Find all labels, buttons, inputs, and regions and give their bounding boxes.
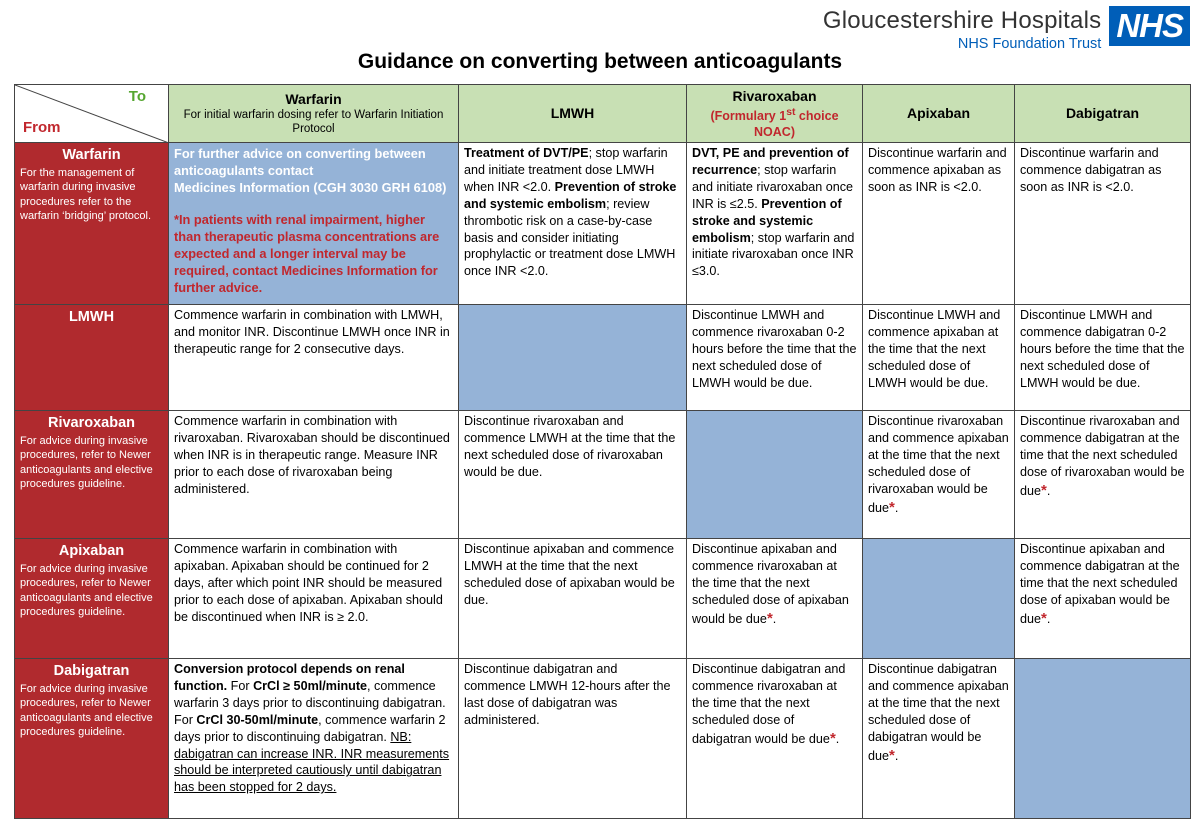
cell-apixaban-to-rivaroxaban: Discontinue apixaban and commence rivaroxaban at the time that the next scheduled dose of apixaban would be due*. [687,539,863,659]
row-apixaban [15,539,1191,659]
inr-caution-note: NB: dabigatran can increase INR. INR measurements should be interpreted cautiously until dabigatran has been stopped for 2 days. [174,729,450,795]
cell-dabigatran-to-lmwh: Discontinue dabigatran and commence LMWH 12-hours after the last dose of dabigatran was administered. [459,659,687,819]
row-header-warfarin: Warfarin For the management of warfarin during invasive procedures refer to the warfarin ‘bridging’ protocol. [15,143,169,305]
row-dabigatran [15,659,1191,819]
col-title: Apixaban [906,105,970,122]
cell-warfarin-to-dabigatran: Discontinue warfarin and commence dabigatran as soon as INR is <2.0. [1015,143,1191,305]
medicines-info-note: For further advice on converting between anticoagulants contact Medicines Information (CGH 3030 GRH 6108) *In patients with renal impairment, higher than therapeutic plasma concentrations are expected and a longer interval may be required, contact Medicines Information for further advice. [169,143,459,305]
cell-rivaroxaban-to-rivaroxaban-blank [687,411,863,539]
col-title: Dabigatran [1065,105,1140,122]
cell-lmwh-to-apixaban: Discontinue LMWH and commence apixaban at the time that the next scheduled dose of LMWH would be due. [863,305,1015,411]
col-header-dabigatran [1015,85,1191,143]
renal-asterisk: * [1041,609,1047,627]
cell-rivaroxaban-to-warfarin: Commence warfarin in combination with rivaroxaban. Rivaroxaban should be discontinued when INR is in therapeutic range. Measure INR prior to each dose of rivaroxaban being administered. [169,411,459,539]
cell-warfarin-to-lmwh: Treatment of DVT/PE; stop warfarin and initiate treatment dose LMWH when INR <2.0. Prevention of stroke and systemic embolism; review thrombotic risk on a case-by-case basis and consider initiating prophylactic or treatment dose LMWH once INR <2.0. [459,143,687,305]
row-rivaroxaban [15,411,1191,539]
cell-lmwh-to-rivaroxaban: Discontinue LMWH and commence rivaroxaban 0-2 hours before the time that the next scheduled dose of LMWH would be due. [687,305,863,411]
cell-rivaroxaban-to-dabigatran: Discontinue rivaroxaban and commence dabigatran at the time that the next scheduled dose of rivaroxaban would be due*. [1015,411,1191,539]
col-header-rivaroxaban [687,85,863,143]
logo-name: Gloucestershire Hospitals [822,7,1102,34]
row-warfarin [15,143,1191,305]
col-header-lmwh [459,85,687,143]
cell-apixaban-to-lmwh: Discontinue apixaban and commence LMWH at the time that the next scheduled dose of apixaban would be due. [459,539,687,659]
row-lmwh [15,305,1191,411]
trust-logo [823,6,1190,54]
cell-warfarin-to-rivaroxaban: DVT, PE and prevention of recurrence; stop warfarin and initiate rivaroxaban once INR is ≤2.5. Prevention of stroke and systemic embolism; stop warfarin and initiate rivaroxaban once INR ≤3.0. [687,143,863,305]
renal-asterisk: * [1041,481,1047,499]
cell-apixaban-to-dabigatran: Discontinue apixaban and commence dabigatran at the time that the next scheduled dose of apixaban would be due*. [1015,539,1191,659]
row-header-dabigatran: Dabigatran For advice during invasive procedures, refer to Newer anticoagulants and elective procedures guideline. [15,659,169,819]
logo-subtitle: NHS Foundation Trust [957,36,1102,52]
col-title: Warfarin [285,91,342,108]
cell-dabigatran-to-warfarin: Conversion protocol depends on renal function. For CrCl ≥ 50ml/minute, commence warfarin 3 days prior to discontinuing dabigatran. For CrCl 30-50ml/minute, commence warfarin 2 days prior to discontinuing dabigatran. NB: dabigatran can increase INR. INR measurements should be interpreted cautiously until dabigatran has been stopped for 2 days. [169,659,459,819]
cell-dabigatran-to-rivaroxaban: Discontinue dabigatran and commence rivaroxaban at the time that the next scheduled dose of dabigatran would be due*. [687,659,863,819]
cell-apixaban-to-apixaban-blank [863,539,1015,659]
col-title: LMWH [550,105,595,122]
renal-asterisk: * [889,498,895,516]
cell-dabigatran-to-apixaban: Discontinue dabigatran and commence apixaban at the time that the next scheduled dose of dabigatran would be due*. [863,659,1015,819]
page-title: Guidance on converting between anticoagulants [357,50,843,73]
to-label: To [128,88,146,105]
from-label: From [23,119,61,137]
conversion-table [14,84,1191,819]
renal-impairment-note: *In patients with renal impairment, higher than therapeutic plasma concentrations are expected and a longer interval may be required, contact Medicines Information for further advice. [174,211,440,296]
cell-apixaban-to-warfarin: Commence warfarin in combination with apixaban. Apixaban should be continued for 2 days, after which point INR should be measured prior to each dose of apixaban. Apixaban should be discontinued when INR is ≥ 2.0. [169,539,459,659]
row-header-lmwh: LMWH [15,305,169,411]
col-header-warfarin [169,85,459,143]
row-header-apixaban: Apixaban For advice during invasive procedures, refer to Newer anticoagulants and elective procedures guideline. [15,539,169,659]
nhs-badge: NHS [1109,6,1190,46]
cell-warfarin-to-apixaban: Discontinue warfarin and commence apixaban as soon as INR is <2.0. [863,143,1015,305]
header-row [15,85,1191,143]
cell-lmwh-to-warfarin: Commence warfarin in combination with LMWH, and monitor INR. Discontinue LMWH once INR in therapeutic range for 2 consecutive days. [169,305,459,411]
cell-rivaroxaban-to-lmwh: Discontinue rivaroxaban and commence LMWH at the time that the next scheduled dose of rivaroxaban would be due. [459,411,687,539]
cell-lmwh-to-dabigatran: Discontinue LMWH and commence dabigatran 0-2 hours before the time that the next scheduled dose of LMWH would be due. [1015,305,1191,411]
col-header-apixaban [863,85,1015,143]
corner-cell [15,85,169,143]
col-subtitle: For initial warfarin dosing refer to Warfarin Initiation Protocol [183,109,444,135]
col-title: Rivaroxaban [732,88,817,104]
cell-lmwh-to-lmwh-blank [459,305,687,411]
cell-dabigatran-to-dabigatran-blank [1015,659,1191,819]
col-subtitle: (Formulary 1st choice NOAC) [710,106,839,139]
renal-asterisk: * [829,729,836,747]
renal-asterisk: * [766,609,773,627]
renal-asterisk: * [889,746,895,764]
cell-rivaroxaban-to-apixaban: Discontinue rivaroxaban and commence apixaban at the time that the next scheduled dose of rivaroxaban would be due*. [863,411,1015,539]
row-header-rivaroxaban: Rivaroxaban For advice during invasive procedures, refer to Newer anticoagulants and elective procedures guideline. [15,411,169,539]
